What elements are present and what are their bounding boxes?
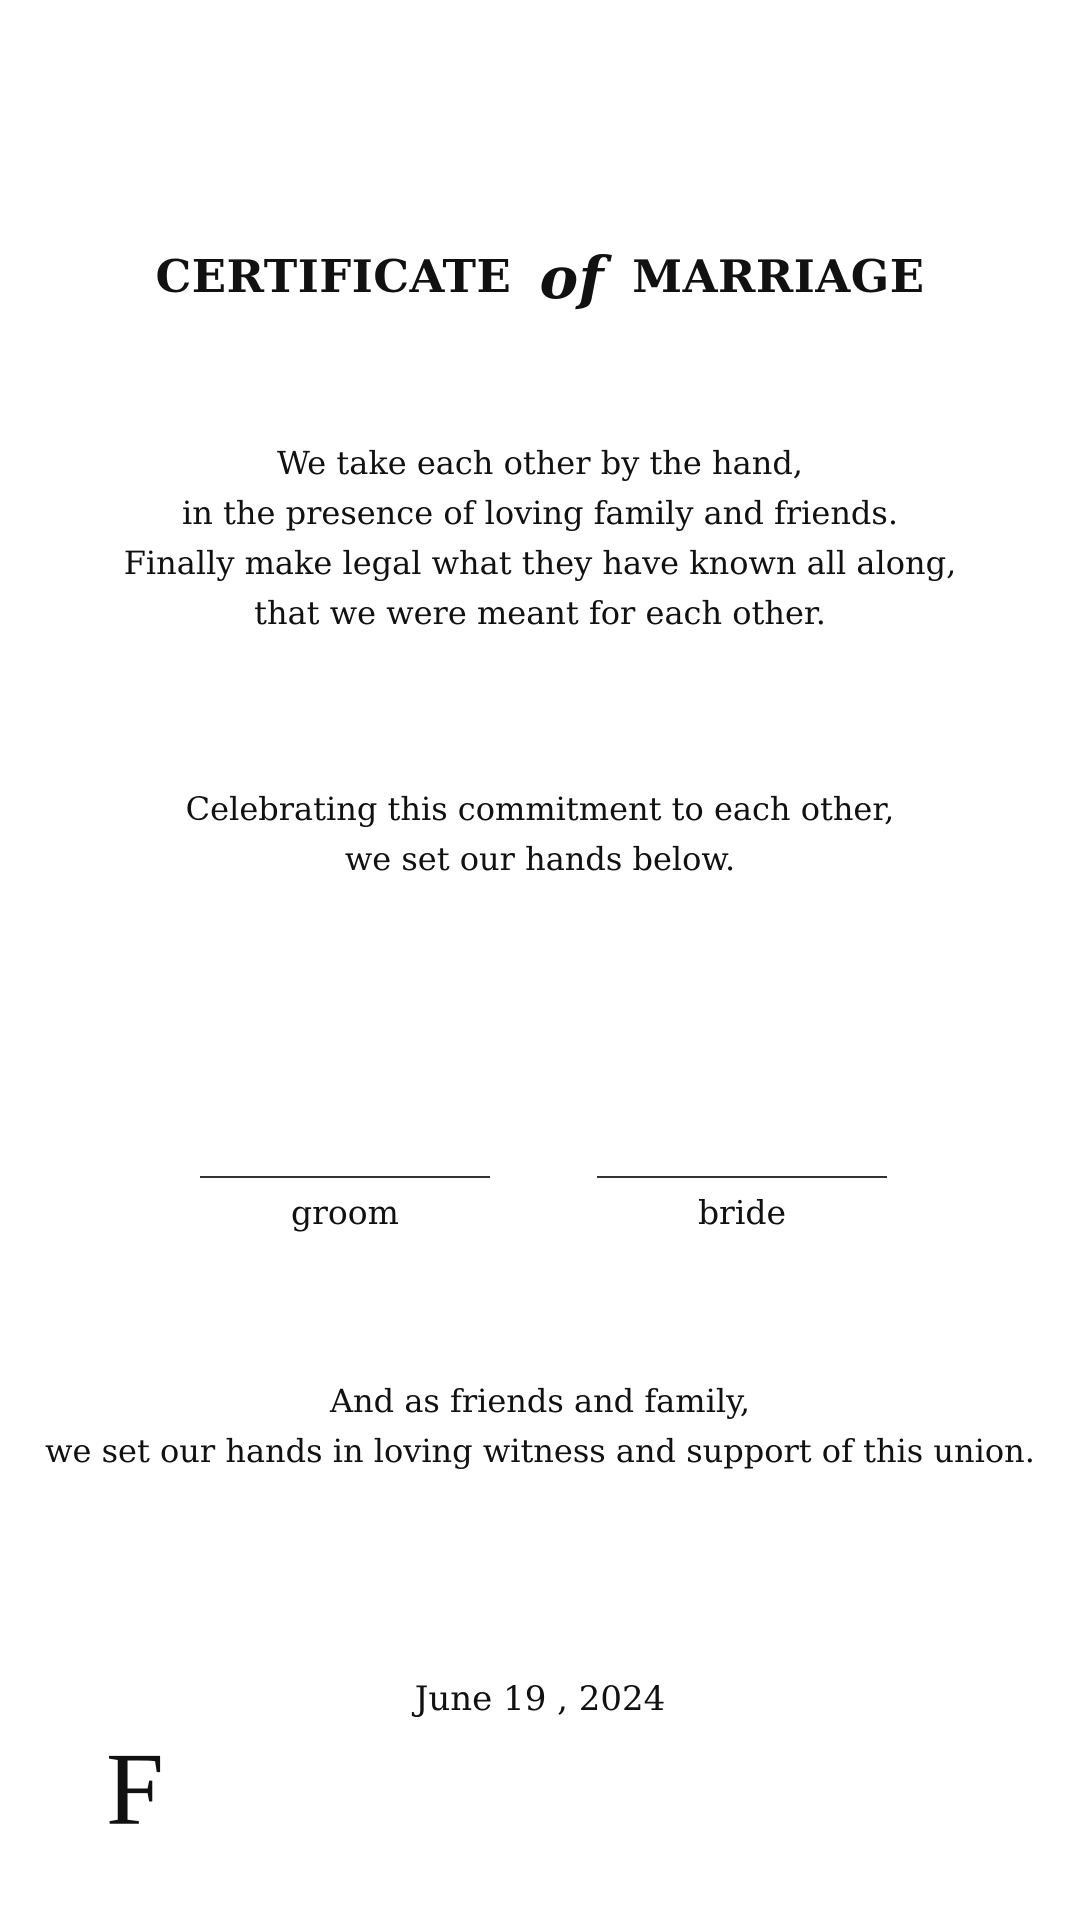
groom-label: groom (291, 1193, 399, 1232)
commitment-line: Celebrating this commitment to each other, (185, 790, 895, 828)
vows-line: Finally make legal what they have known all along, (123, 544, 957, 582)
witness-line: we set our hands in loving witness and support of this union. (45, 1432, 1035, 1470)
certificate-date: June 19 , 2024 (414, 1679, 666, 1719)
title-script-of: of (539, 244, 605, 313)
commitment-paragraph (0, 784, 1080, 884)
vows-paragraph (0, 438, 1080, 638)
witness-paragraph (0, 1376, 1080, 1476)
certificate-title (0, 242, 1080, 313)
bride-signature-line (597, 1176, 887, 1178)
groom-signature-block (200, 1148, 490, 1236)
monogram-letter: F (106, 1732, 164, 1847)
groom-signature-line (200, 1176, 490, 1178)
vows-line: in the presence of loving family and friends. (182, 494, 898, 532)
bride-signature-block (597, 1148, 887, 1236)
title-certificate-word: CERTIFICATE (155, 250, 512, 304)
vows-line: We take each other by the hand, (277, 444, 803, 482)
vows-line: that we were meant for each other. (254, 594, 826, 632)
bride-label: bride (697, 1193, 787, 1232)
commitment-line: we set our hands below. (344, 840, 736, 878)
witness-line: And as friends and family, (329, 1382, 751, 1420)
title-marriage-word: MARRIAGE (632, 250, 925, 304)
